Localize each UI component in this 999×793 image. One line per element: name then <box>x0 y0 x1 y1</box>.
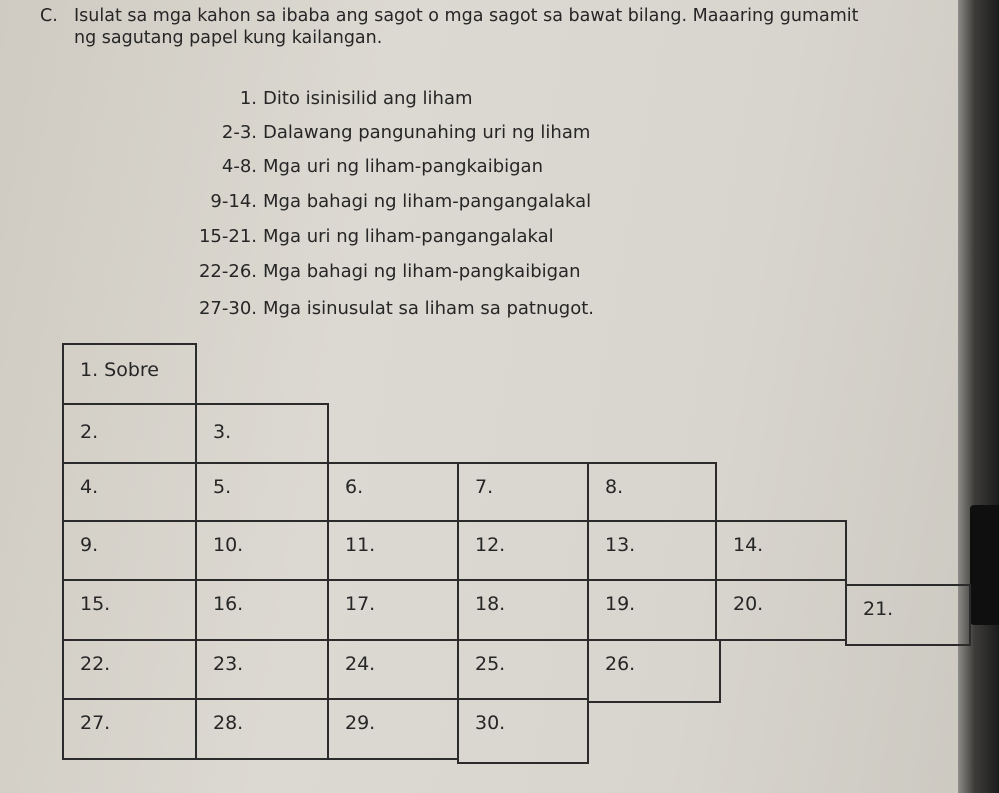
box-label: 25. <box>475 653 506 675</box>
guide-number: 1. <box>239 88 257 109</box>
guide-number: 9-14. <box>210 191 257 212</box>
box-label: 30. <box>475 712 506 734</box>
box-label: 11. <box>345 534 376 556</box>
answer-box-26[interactable] <box>587 639 721 703</box>
box-label: 24. <box>345 653 376 675</box>
box-label: 29. <box>345 712 376 734</box>
answer-box-1[interactable] <box>62 343 197 405</box>
guide-text: Mga bahagi ng liham-pangangalakal <box>263 191 592 212</box>
guide-text: Mga uri ng liham-pangangalakal <box>263 226 554 247</box>
answer-box-14[interactable] <box>715 520 847 581</box>
guide-item <box>198 298 595 319</box>
answer-box-6[interactable] <box>327 462 459 522</box>
answer-box-2[interactable] <box>62 403 197 464</box>
answer-box-3[interactable] <box>195 403 329 464</box>
binder-clip <box>970 505 999 625</box>
answer-box-22[interactable] <box>62 639 197 700</box>
answer-box-7[interactable] <box>457 462 589 522</box>
section-letter: C. <box>40 6 58 26</box>
answer-box-23[interactable] <box>195 639 329 700</box>
guide-number: 4-8. <box>221 156 257 177</box>
box-label: 19. <box>605 593 636 615</box>
box-label: 13. <box>605 534 636 556</box>
guide-item <box>198 226 554 247</box>
answer-box-17[interactable] <box>327 579 459 641</box>
binder-edge <box>958 0 999 793</box>
guide-text: Mga isinusulat sa liham sa patnugot. <box>263 298 595 319</box>
instruction-line-1: Isulat sa mga kahon sa ibaba ang sagot o mga sagot sa bawat bilang. Maaaring gumamit <box>74 6 859 26</box>
answer-box-30[interactable] <box>457 698 589 764</box>
answer-box-9[interactable] <box>62 520 197 581</box>
answer-box-13[interactable] <box>587 520 717 581</box>
guide-item <box>239 88 473 109</box>
box-label: 14. <box>733 534 764 556</box>
box-label: 15. <box>80 593 111 615</box>
box-label: 6. <box>345 476 364 498</box>
box-label: 2. <box>80 421 99 443</box>
box-label: 23. <box>213 653 244 675</box>
answer-box-20[interactable] <box>715 579 847 641</box>
box-label: 1. Sobre <box>80 359 159 381</box>
guide-number: 15-21. <box>198 226 257 247</box>
answer-box-5[interactable] <box>195 462 329 522</box>
guide-text: Dalawang pangunahing uri ng liham <box>263 122 591 143</box>
box-label: 28. <box>213 712 244 734</box>
box-label: 8. <box>605 476 624 498</box>
answer-box-21[interactable] <box>845 584 971 646</box>
answer-box-28[interactable] <box>195 698 329 760</box>
box-label: 21. <box>863 598 894 620</box>
answer-box-10[interactable] <box>195 520 329 581</box>
box-label: 9. <box>80 534 99 556</box>
guide-item <box>198 261 581 282</box>
guide-number: 27-30. <box>198 298 257 319</box>
instruction-line-2: ng sagutang papel kung kailangan. <box>74 28 383 48</box>
guide-item <box>221 122 591 143</box>
box-label: 4. <box>80 476 99 498</box>
box-label: 3. <box>213 421 232 443</box>
answer-box-16[interactable] <box>195 579 329 641</box>
box-label: 26. <box>605 653 636 675</box>
box-label: 7. <box>475 476 494 498</box>
answer-box-18[interactable] <box>457 579 589 641</box>
box-label: 12. <box>475 534 506 556</box>
guide-text: Mga bahagi ng liham-pangkaibigan <box>263 261 581 282</box>
guide-text: Mga uri ng liham-pangkaibigan <box>263 156 543 177</box>
guide-number: 22-26. <box>198 261 257 282</box>
answer-box-8[interactable] <box>587 462 717 522</box>
box-label: 17. <box>345 593 376 615</box>
answer-box-27[interactable] <box>62 698 197 760</box>
answer-box-25[interactable] <box>457 639 589 700</box>
answer-box-29[interactable] <box>327 698 459 760</box>
guide-item <box>210 191 592 212</box>
box-label: 20. <box>733 593 764 615</box>
box-label: 27. <box>80 712 111 734</box>
guide-text: Dito isinisilid ang liham <box>263 88 473 109</box>
guide-item <box>221 156 543 177</box>
box-label: 22. <box>80 653 111 675</box>
box-label: 18. <box>475 593 506 615</box>
box-label: 5. <box>213 476 232 498</box>
answer-box-12[interactable] <box>457 520 589 581</box>
box-label: 10. <box>213 534 244 556</box>
answer-box-11[interactable] <box>327 520 459 581</box>
answer-box-4[interactable] <box>62 462 197 522</box>
answer-box-15[interactable] <box>62 579 197 641</box>
box-label: 16. <box>213 593 244 615</box>
answer-box-19[interactable] <box>587 579 717 641</box>
answer-box-24[interactable] <box>327 639 459 700</box>
guide-number: 2-3. <box>221 122 257 143</box>
